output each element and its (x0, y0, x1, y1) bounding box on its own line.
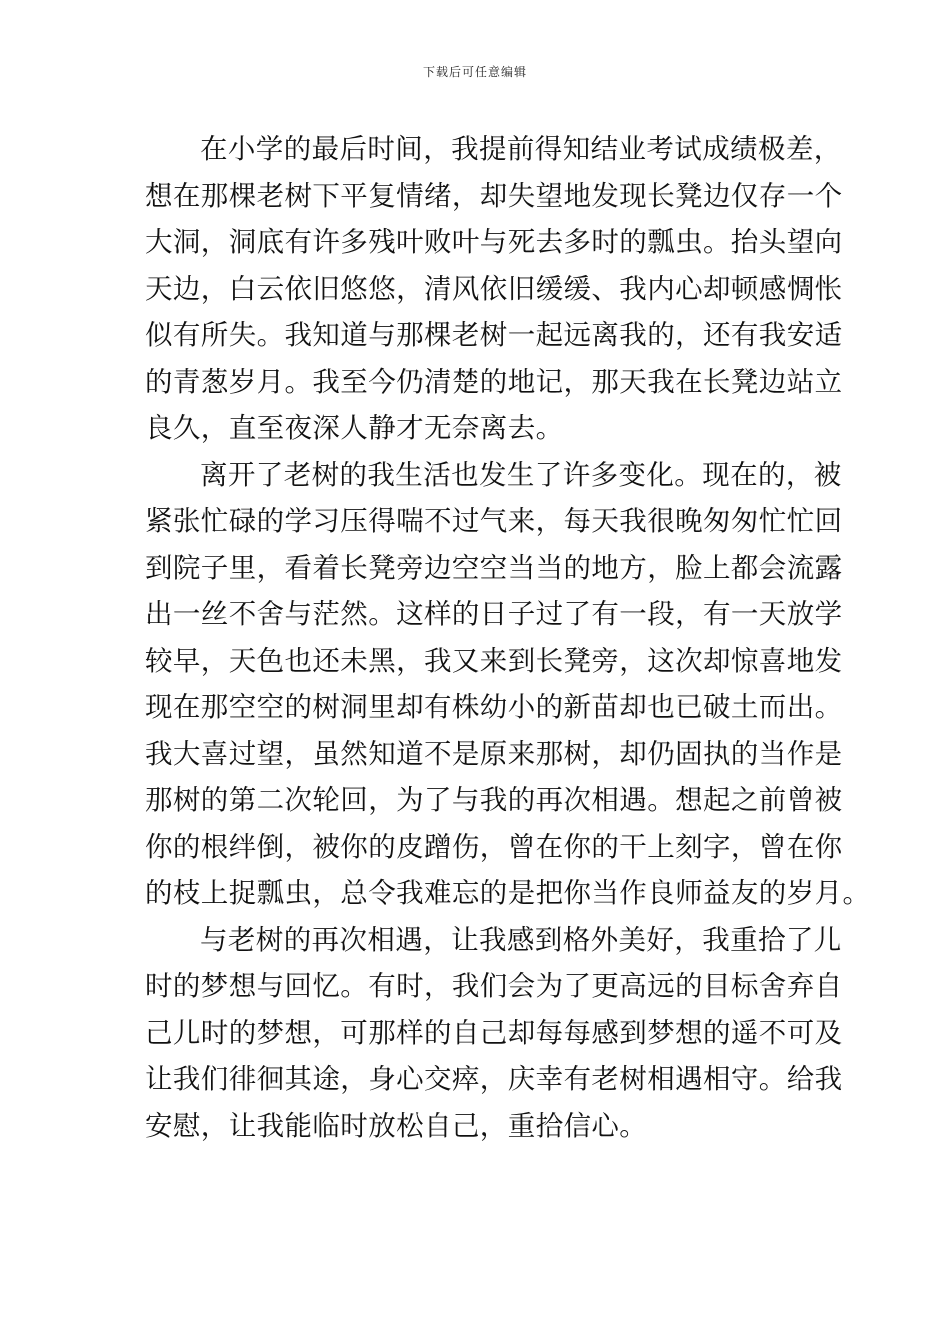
paragraph-line: 在小学的最后时间，我提前得知结业考试成绩极差， (200, 133, 842, 165)
paragraph-line: 与老树的再次相遇，让我感到格外美好，我重拾了儿 (200, 923, 842, 956)
paragraph-line: 的枝上捉瓢虫，总令我难忘的是把你当作良师益友的岁月。 (145, 877, 871, 909)
paragraph-line: 想在那棵老树下平复情绪，却失望地发现长凳边仅存一个 (145, 179, 843, 212)
paragraph-line: 天边，白云依旧悠悠，清风依旧缓缓、我内心却顿感惆怅 (145, 272, 843, 305)
essay-body (145, 126, 871, 1149)
paragraph-line: 你的根绊倒，被你的皮蹭伤，曾在你的干上刻字，曾在你 (145, 830, 843, 863)
paragraph-line: 安慰，让我能临时放松自己，重拾信心。 (145, 1109, 648, 1142)
paragraph-line: 良久，直至夜深人静才无奈离去。 (145, 412, 564, 444)
paragraph-line: 似有所失。我知道与那棵老树一起远离我的，还有我安适 (145, 319, 843, 351)
paragraph-line: 那树的第二次轮回，为了与我的再次相遇。想起之前曾被 (145, 784, 843, 816)
paragraph-line: 己儿时的梦想，可那样的自己却每每感到梦想的遥不可及 (145, 1016, 843, 1049)
paragraph-line: 的青葱岁月。我至今仍清楚的地记，那天我在长凳边站立 (145, 365, 843, 398)
paragraph-line: 紧张忙碌的学习压得喘不过气来，每天我很晚匆匆忙忙回 (145, 505, 843, 537)
paragraph-line: 到院子里，看着长凳旁边空空当当的地方，脸上都会流露 (145, 551, 843, 584)
paragraph-line: 出一丝不舍与茫然。这样的日子过了有一段，有一天放学 (145, 598, 843, 630)
paragraph-line: 让我们徘徊其途，身心交瘁，庆幸有老树相遇相守。给我 (145, 1063, 843, 1095)
paragraph-line: 离开了老树的我生活也发生了许多变化。现在的，被 (200, 458, 842, 491)
paragraph-line: 我大喜过望，虽然知道不是原来那树，却仍固执的当作是 (145, 737, 843, 770)
paragraph-line: 现在那空空的树洞里却有株幼小的新苗却也已破土而出。 (145, 691, 843, 723)
paragraph-line: 时的梦想与回忆。有时，我们会为了更高远的目标舍弃自 (145, 970, 843, 1002)
paragraph-line: 较早，天色也还未黑，我又来到长凳旁，这次却惊喜地发 (145, 644, 843, 677)
paragraph-line: 大洞，洞底有许多残叶败叶与死去多时的瓢虫。抬头望向 (145, 226, 843, 258)
page-header: 下载后可任意编辑 (422, 65, 527, 79)
